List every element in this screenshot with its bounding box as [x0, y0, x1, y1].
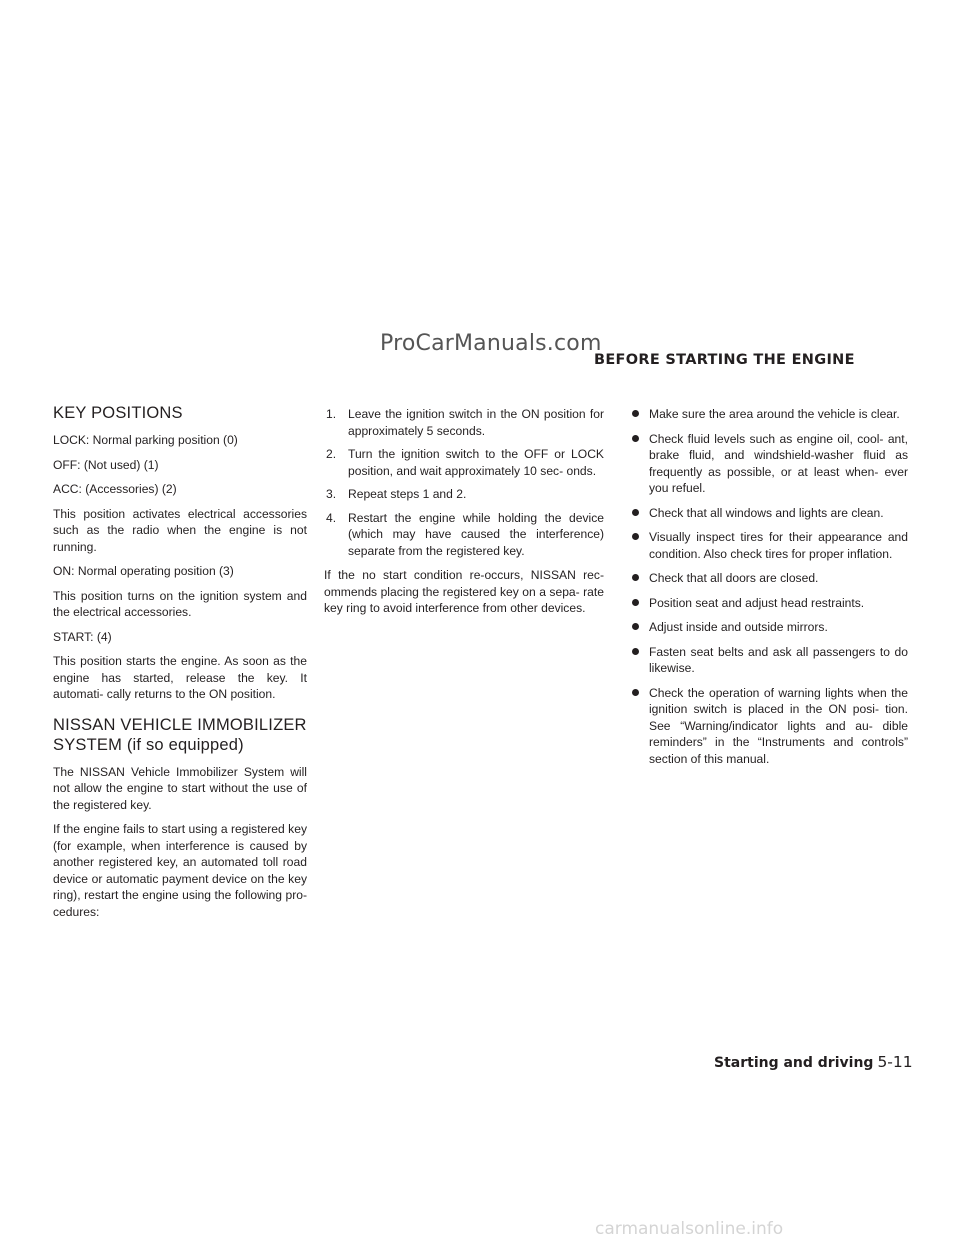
bullet-icon — [632, 599, 639, 606]
paragraph-acc: ACC: (Accessories) (2) — [53, 482, 177, 496]
list-item: Check that all windows and lights are clean. — [632, 505, 908, 522]
paragraph-start-desc: This position starts the engine. As soon as the engine has started, release the key. It automati- cally returns to the ON position. — [53, 654, 307, 701]
heading-immobilizer-line1: NISSAN VEHICLE IMMOBILIZER — [53, 715, 307, 734]
bullet-icon — [632, 648, 639, 655]
paragraph-immobilizer-intro: The NISSAN Vehicle Immobilizer System will not allow the engine to start without the use of the registered key. — [53, 764, 307, 812]
list-item: Position seat and adjust head restraints. — [632, 595, 908, 612]
paragraph-no-start-condition: If the no start condition re-occurs, NISSAN rec- ommends placing the registered key on a sepa- rate key ring to avoid interference from other devices. — [324, 568, 604, 615]
paragraph-immobilizer-restart: If the engine fails to start using a registered key (for example, when interference is caused by another registered key, an automated toll road device or automatic payment device on the key ring), restart the engine using the following pro- cedures: — [53, 822, 307, 919]
list-item: 3. Repeat steps 1 and 2. — [326, 487, 467, 501]
watermark-procarmanuals: ProCarManuals.com — [380, 331, 602, 356]
checklist — [632, 406, 908, 767]
paragraph-start: START: (4) — [53, 629, 112, 644]
column-middle — [324, 406, 604, 625]
bullet-icon — [632, 574, 639, 581]
bullet-icon — [632, 509, 639, 516]
footer-chapter: Starting and driving — [714, 1055, 874, 1071]
list-item: Adjust inside and outside mirrors. — [632, 619, 908, 636]
paragraph-lock: LOCK: Normal parking position (0) — [53, 433, 238, 447]
list-item: Visually inspect tires for their appearance and condition. Also check tires for proper inflation. — [632, 529, 908, 562]
bullet-icon — [632, 435, 639, 442]
list-item: Check that all doors are closed. — [632, 570, 908, 587]
list-item: Make sure the area around the vehicle is clear. — [632, 406, 908, 423]
list-item: Fasten seat belts and ask all passengers to do likewise. — [632, 644, 908, 677]
bullet-icon — [632, 533, 639, 540]
paragraph-acc-desc: This position activates electrical accessories such as the radio when the engine is not running. — [53, 506, 307, 554]
bullet-icon — [632, 410, 639, 417]
list-item: 1. Leave the ignition switch in the ON position for approximately 5 seconds. — [326, 407, 604, 438]
paragraph-on-desc: This position turns on the ignition system and the electrical accessories. — [53, 588, 307, 619]
page-footer — [714, 1052, 913, 1071]
page-number: 5-11 — [877, 1053, 913, 1071]
list-item: Check the operation of warning lights when the ignition switch is placed in the ON posi- tion. See “Warning/indicator lights and au- dible reminders” in the “Instruments and controls” section of this manual. — [632, 685, 908, 768]
column-left — [53, 403, 307, 928]
section-title: BEFORE STARTING THE ENGINE — [594, 352, 855, 368]
list-item: 2. Turn the ignition switch to the OFF or LOCK position, and wait approximately 10 sec- onds. — [326, 447, 604, 478]
restart-steps-list — [324, 406, 604, 559]
column-right — [632, 406, 908, 775]
bullet-icon — [632, 689, 639, 696]
watermark-carmanualsonline: carmanualsonline.info — [595, 1219, 784, 1239]
paragraph-off: OFF: (Not used) (1) — [53, 457, 159, 472]
heading-key-positions: KEY POSITIONS — [53, 404, 183, 422]
list-item: Check fluid levels such as engine oil, cool- ant, brake fluid, and windshield-washer fluid as frequently as possible, or at least when- ever you refuel. — [632, 431, 908, 497]
heading-immobilizer — [53, 715, 307, 755]
heading-immobilizer-line2: SYSTEM (if so equipped) — [53, 735, 244, 754]
list-item: 4. Restart the engine while holding the device (which may have caused the interference) separate from the registered key. — [326, 510, 604, 558]
paragraph-on: ON: Normal operating position (3) — [53, 564, 234, 578]
bullet-icon — [632, 623, 639, 630]
